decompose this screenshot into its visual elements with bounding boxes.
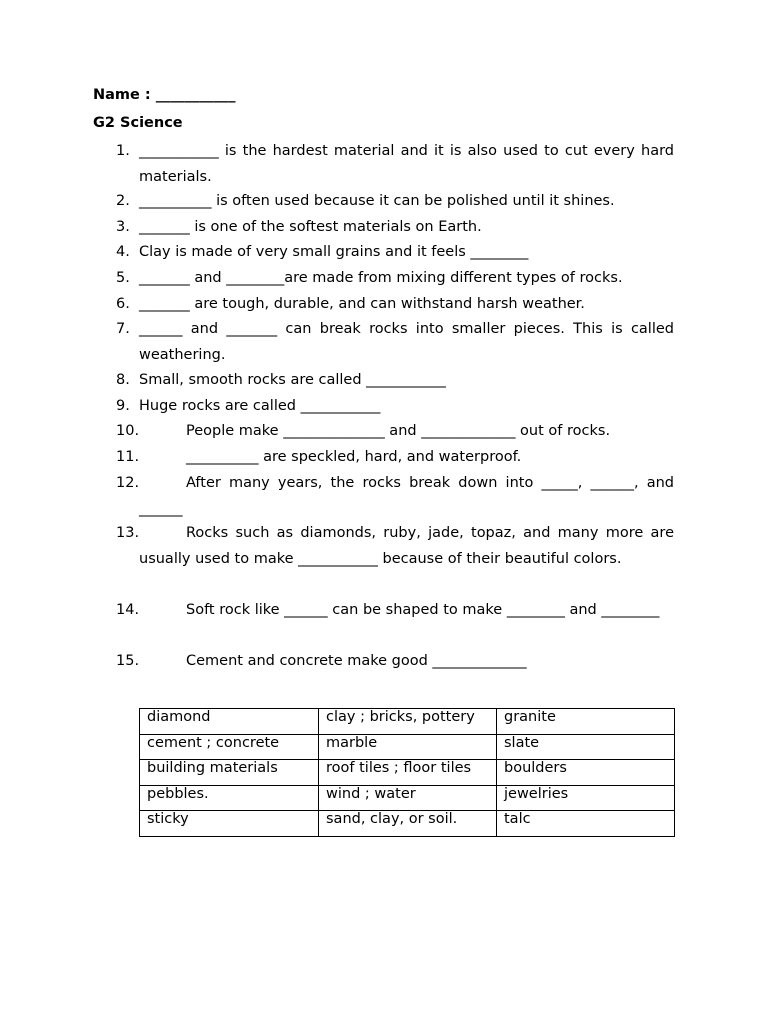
question-text: _______ is one of the softest materials on Earth. xyxy=(139,219,482,235)
question-number: 3. xyxy=(116,219,130,235)
question-number: 15. xyxy=(116,653,140,669)
question-text: People make ______________ and _____________ out of rocks. xyxy=(186,423,611,439)
table-cell: cement ; concrete xyxy=(140,734,319,760)
name-field-line: Name : ___________ xyxy=(93,87,236,103)
table-cell: building materials xyxy=(140,760,319,786)
table-cell: marble xyxy=(319,734,497,760)
table-cell: clay ; bricks, pottery xyxy=(319,709,497,735)
question-number: 12. xyxy=(116,475,140,491)
question-text: ______ and _______ can break rocks into smaller pieces. This is called weathering. xyxy=(139,321,674,363)
question-10 xyxy=(116,419,674,445)
question-text: After many years, the rocks break down into _____, ______, and ______ xyxy=(139,475,674,517)
question-text: _______ and ________are made from mixing different types of rocks. xyxy=(139,270,623,286)
subject-title: G2 Science xyxy=(93,115,183,131)
question-8 xyxy=(116,368,674,394)
table-cell: jewelries xyxy=(497,785,675,811)
table-cell: talc xyxy=(497,811,675,837)
question-number: 14. xyxy=(116,602,140,618)
table-cell: sand, clay, or soil. xyxy=(319,811,497,837)
question-11 xyxy=(116,445,674,471)
question-6 xyxy=(116,292,674,318)
table-cell: sticky xyxy=(140,811,319,837)
table-row xyxy=(140,760,675,786)
table-cell: wind ; water xyxy=(319,785,497,811)
table-row xyxy=(140,709,675,735)
table-cell: granite xyxy=(497,709,675,735)
question-1 xyxy=(116,139,674,190)
question-2 xyxy=(116,189,674,215)
table-cell: roof tiles ; floor tiles xyxy=(319,760,497,786)
question-text: ___________ is the hardest material and it is also used to cut every hard materials. xyxy=(139,143,674,185)
question-text-wrap xyxy=(139,598,674,624)
question-text-wrap xyxy=(139,419,674,445)
question-number: 7. xyxy=(116,321,130,337)
table-row xyxy=(140,734,675,760)
table-cell: pebbles. xyxy=(140,785,319,811)
question-text: __________ is often used because it can be polished until it shines. xyxy=(139,193,615,209)
question-15 xyxy=(116,649,674,675)
question-number: 11. xyxy=(116,449,140,465)
question-text: Clay is made of very small grains and it feels ________ xyxy=(139,244,529,260)
question-text: __________ are speckled, hard, and waterproof. xyxy=(186,449,522,465)
question-number: 4. xyxy=(116,244,130,260)
table-cell: slate xyxy=(497,734,675,760)
question-text: Soft rock like ______ can be shaped to make ________ and ________ xyxy=(186,602,660,618)
question-5 xyxy=(116,266,674,292)
table-cell: diamond xyxy=(140,709,319,735)
question-number: 9. xyxy=(116,398,130,414)
question-text: Rocks such as diamonds, ruby, jade, topaz, and many more are usually used to make ___________ because of their beautiful colors. xyxy=(139,525,674,567)
question-13 xyxy=(116,521,674,572)
question-text-wrap xyxy=(139,521,674,572)
question-number: 2. xyxy=(116,193,130,209)
question-text: Cement and concrete make good _____________ xyxy=(186,653,527,669)
question-12 xyxy=(116,471,674,522)
question-text-wrap xyxy=(139,445,674,471)
question-number: 10. xyxy=(116,423,140,439)
question-14 xyxy=(116,598,674,624)
question-3 xyxy=(116,215,674,241)
table-row xyxy=(140,785,675,811)
answer-bank-table xyxy=(139,708,675,837)
table-cell: boulders xyxy=(497,760,675,786)
question-text: _______ are tough, durable, and can withstand harsh weather. xyxy=(139,296,585,312)
question-text: Huge rocks are called ___________ xyxy=(139,398,381,414)
question-text-wrap xyxy=(139,471,674,522)
question-number: 13. xyxy=(116,525,140,541)
question-text-wrap xyxy=(139,649,674,675)
question-number: 1. xyxy=(116,143,130,159)
question-number: 8. xyxy=(116,372,130,388)
table-row xyxy=(140,811,675,837)
question-9 xyxy=(116,394,674,420)
question-4 xyxy=(116,240,674,266)
question-number: 6. xyxy=(116,296,130,312)
question-7 xyxy=(116,317,674,368)
question-text: Small, smooth rocks are called ___________ xyxy=(139,372,446,388)
question-number: 5. xyxy=(116,270,130,286)
